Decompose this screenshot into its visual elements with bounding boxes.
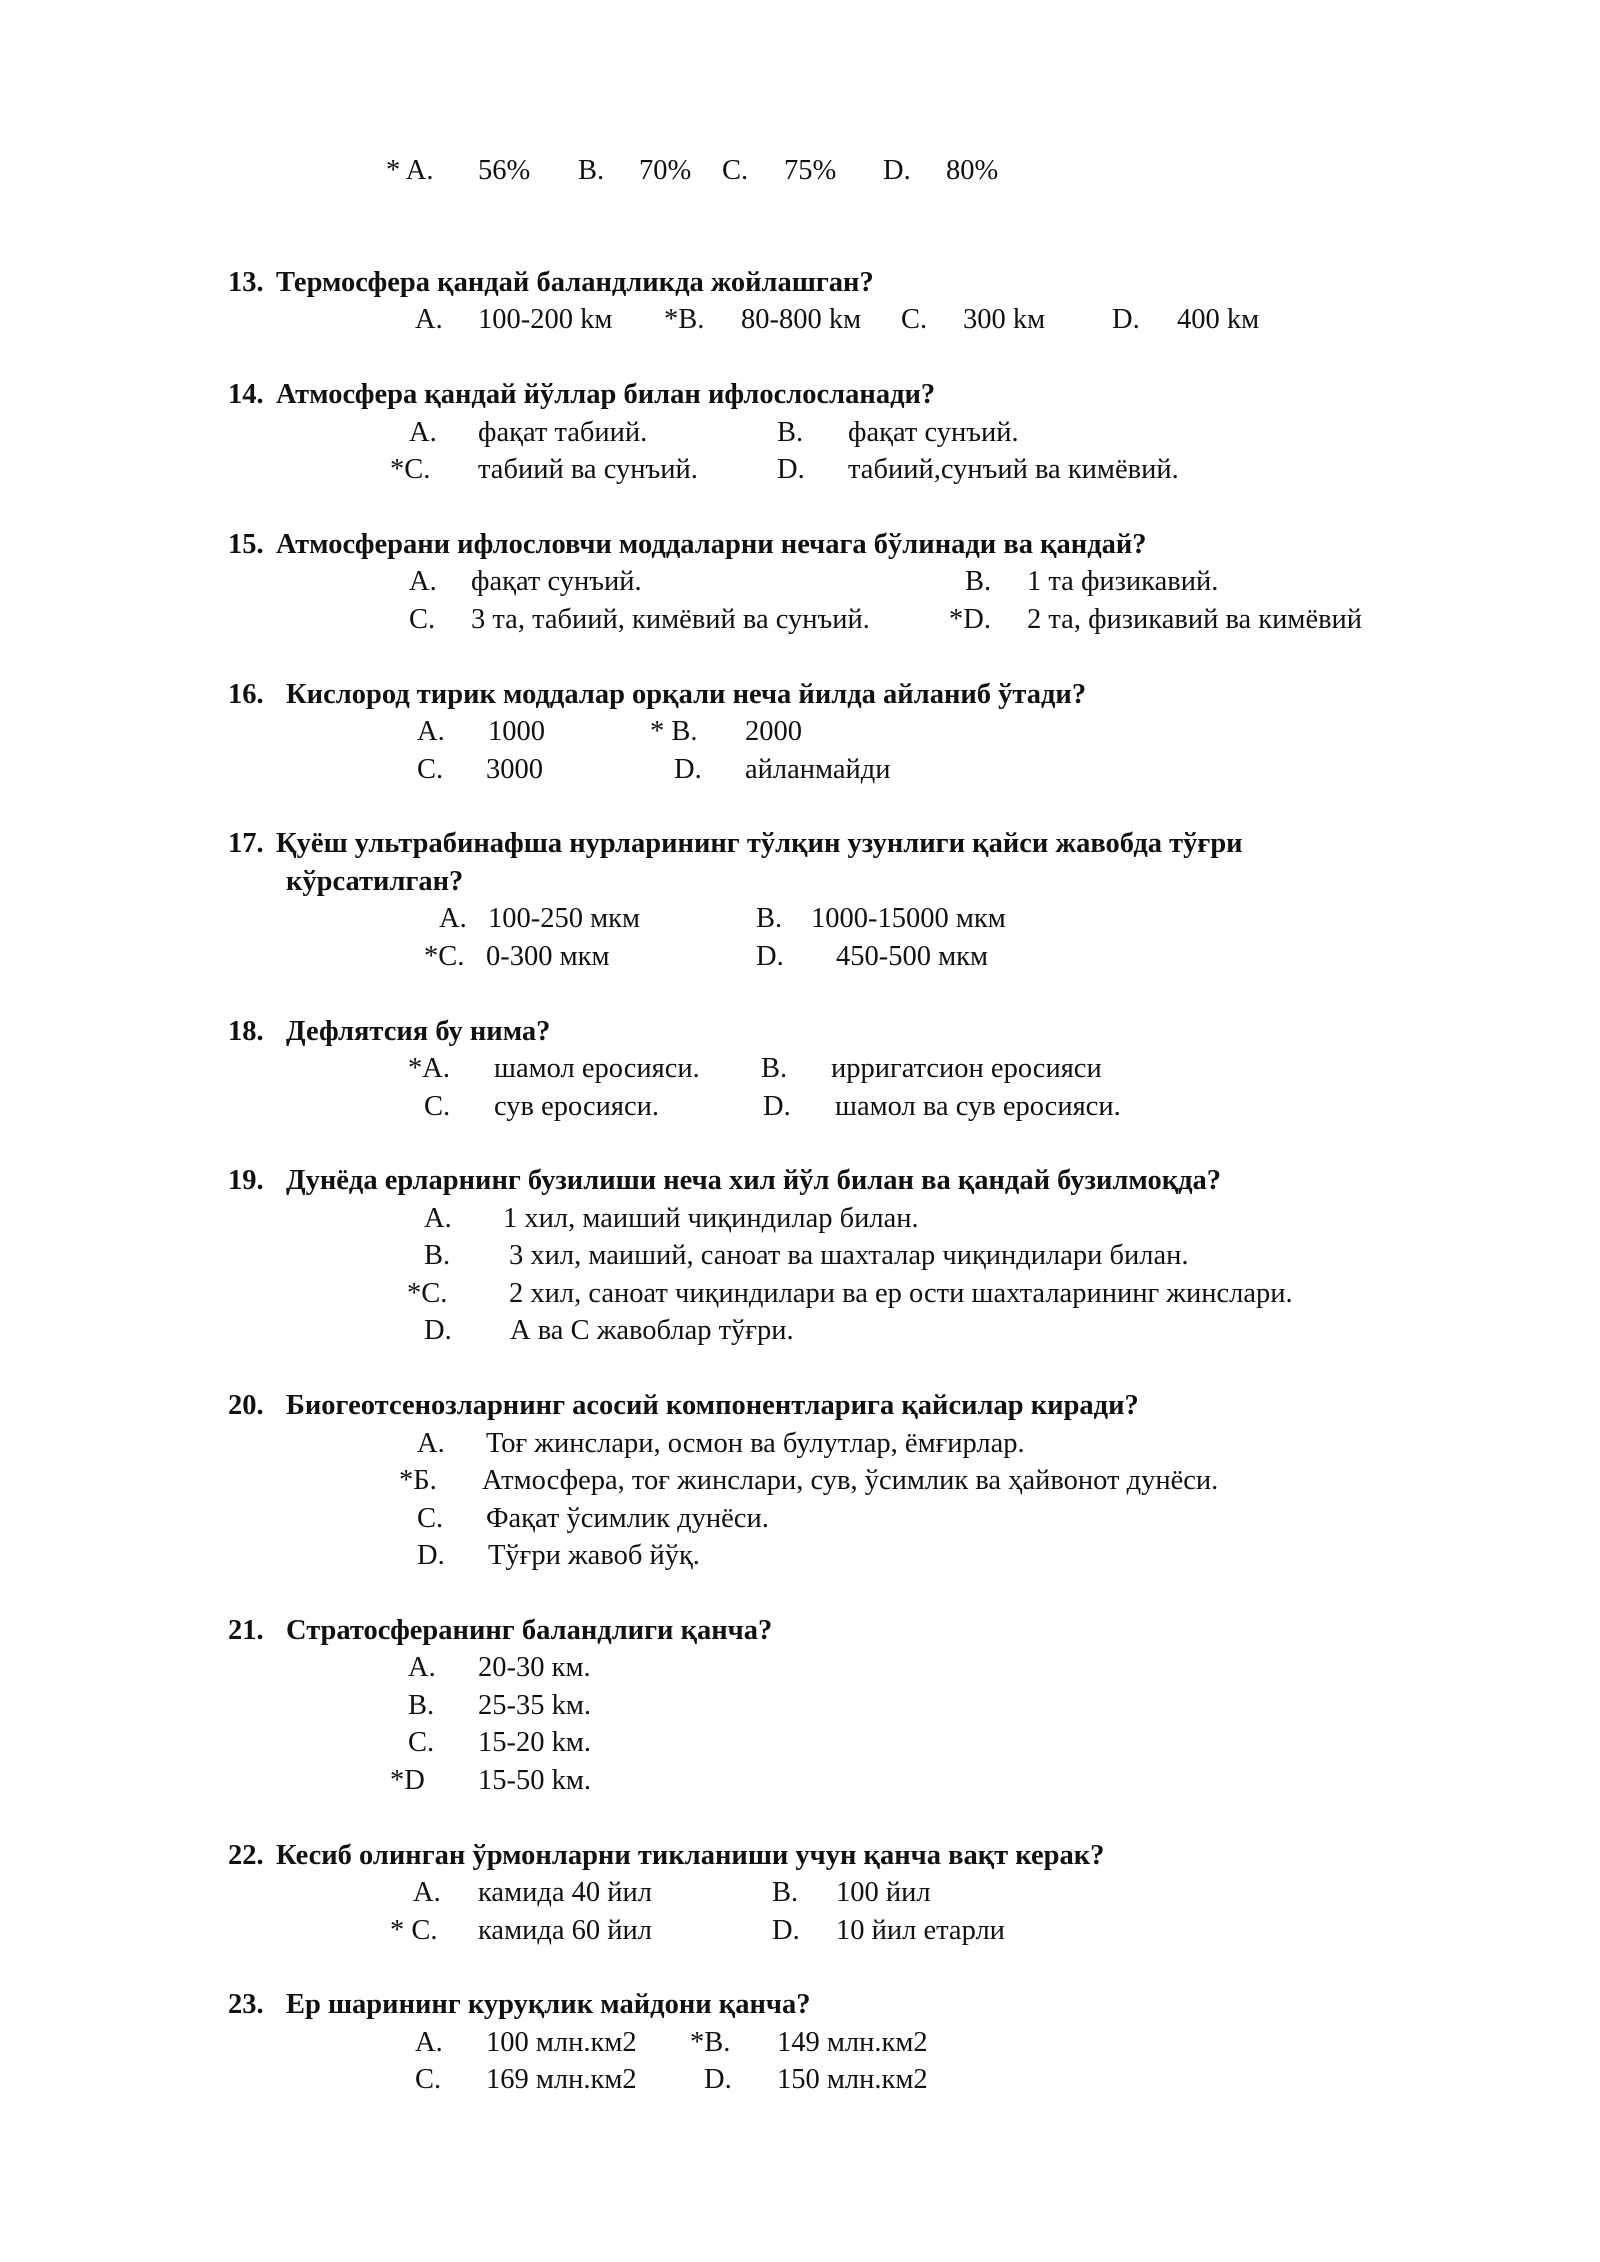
q16-answer-b-text: 2000 xyxy=(745,716,802,747)
q21-answer-b-marker: B. xyxy=(408,1690,435,1721)
question-18 xyxy=(0,1013,1600,1051)
question-19 xyxy=(0,1162,1600,1200)
question-16 xyxy=(0,676,1600,714)
q15-answers-row-2 xyxy=(0,601,1600,639)
q16-answers-row-2 xyxy=(0,751,1600,789)
question-19-number: 19. xyxy=(228,1165,264,1196)
q15-answers-row-1 xyxy=(0,563,1600,601)
q22-answer-a-text: камида 40 йил xyxy=(478,1877,652,1908)
q15-answer-b-text: 1 та физикавий. xyxy=(1027,566,1219,597)
q20-answer-b-text: Атмосфера, тоғ жинслари, сув, ўсимлик ва ҳайвонот дунёси. xyxy=(482,1465,1219,1496)
q12-answer-a-text: 56% xyxy=(478,155,531,186)
question-20 xyxy=(0,1387,1600,1425)
q21-answer-d-marker: *D xyxy=(390,1765,425,1796)
question-17 xyxy=(0,825,1600,863)
q13-answer-c-text: 300 kм xyxy=(963,304,1046,335)
q14-answer-b-text: фақат сунъий. xyxy=(848,417,1019,448)
q13-answer-a-marker: A. xyxy=(415,304,443,335)
q21-answer-d xyxy=(0,1762,1600,1800)
q15-answer-c-text: 3 та, табиий, кимёвий ва сунъий. xyxy=(471,604,870,635)
q19-answer-c-marker: *C. xyxy=(407,1278,448,1309)
q16-answer-d-marker: D. xyxy=(674,754,702,785)
question-20-number: 20. xyxy=(228,1390,264,1421)
question-15-number: 15. xyxy=(228,529,264,560)
q20-answer-c-text: Фақат ўсимлик дунёси. xyxy=(486,1503,769,1534)
q19-answer-a-text: 1 хил, маиший чиқиндилар билан. xyxy=(503,1203,919,1234)
q15-answer-b-marker: B. xyxy=(965,566,992,597)
question-17-text-continued: кўрсатилган? xyxy=(286,866,464,897)
q22-answer-b-marker: B. xyxy=(772,1877,799,1908)
q20-answer-a-text: Тоғ жинслари, осмон ва булутлар, ёмғирлар. xyxy=(486,1428,1025,1459)
q19-answer-d xyxy=(0,1312,1600,1350)
q18-answer-d-text: шамол ва сув еросияси. xyxy=(835,1091,1121,1122)
q19-answer-d-text: А ва С жавоблар тўғри. xyxy=(510,1315,794,1346)
q19-answer-b-marker: B. xyxy=(424,1240,451,1271)
question-19-text: Дунёда ерларнинг бузилиши неча хил йўл билан ва қандай бузилмоқда? xyxy=(286,1165,1222,1196)
q15-answer-d-text: 2 та, физикавий ва кимёвий xyxy=(1027,604,1363,635)
q19-answer-a-marker: A. xyxy=(424,1203,452,1234)
q14-answer-b-marker: B. xyxy=(777,417,804,448)
q18-answers-row-1 xyxy=(0,1050,1600,1088)
q19-answer-b-text: 3 хил, маиший, саноат ва шахталар чиқиндилари билан. xyxy=(509,1240,1189,1271)
q22-answer-c-marker: * C. xyxy=(390,1915,438,1946)
q20-answer-b-marker: *Б. xyxy=(399,1465,437,1496)
q14-answer-c-text: табиий ва сунъий. xyxy=(478,454,698,485)
q22-answer-b-text: 100 йил xyxy=(836,1877,931,1908)
q15-answer-c-marker: C. xyxy=(409,604,436,635)
question-15-text: Атмосферани ифлословчи моддаларни нечага бўлинади ва қандай? xyxy=(276,529,1147,560)
q22-answer-a-marker: A. xyxy=(413,1877,441,1908)
q23-answer-a-marker: A. xyxy=(415,2027,443,2058)
question-22-text: Кесиб олинган ўрмонларни тикланиши учун қанча вақт керак? xyxy=(276,1840,1105,1871)
q19-answer-d-marker: D. xyxy=(424,1315,452,1346)
q18-answer-b-marker: B. xyxy=(761,1053,788,1084)
q20-answer-d xyxy=(0,1537,1600,1575)
question-14-number: 14. xyxy=(228,379,264,410)
q16-answer-a-marker: A. xyxy=(417,716,445,747)
q18-answer-d-marker: D. xyxy=(763,1091,791,1122)
question-13 xyxy=(0,264,1600,302)
q17-answer-c-marker: *C. xyxy=(424,941,465,972)
q13-answer-d-marker: D. xyxy=(1112,304,1140,335)
q14-answer-a-marker: A. xyxy=(409,417,437,448)
q13-answer-a-text: 100-200 kм xyxy=(478,304,613,335)
q17-answers-row-2 xyxy=(0,938,1600,976)
q20-answer-a-marker: A. xyxy=(417,1428,445,1459)
q16-answer-d-text: айланмайди xyxy=(745,754,891,785)
question-20-text: Биогеотсенозларнинг асосий компонентларига қайсилар киради? xyxy=(286,1390,1139,1421)
q22-answer-d-text: 10 йил етарли xyxy=(836,1915,1005,1946)
q23-answer-c-text: 169 млн.км2 xyxy=(486,2064,637,2095)
q14-answers-row-2 xyxy=(0,451,1600,489)
question-16-text: Кислород тирик моддалар орқали неча йилда айланиб ўтади? xyxy=(286,679,1087,710)
q16-answer-a-text: 1000 xyxy=(488,716,545,747)
question-15 xyxy=(0,526,1600,564)
q21-answer-c xyxy=(0,1724,1600,1762)
q16-answer-c-marker: C. xyxy=(417,754,444,785)
q20-answer-a xyxy=(0,1425,1600,1463)
q17-answer-b-text: 1000-15000 мкм xyxy=(811,903,1006,934)
q12-answers xyxy=(0,152,1600,190)
q23-answer-d-text: 150 млн.км2 xyxy=(777,2064,928,2095)
q15-answer-a-text: фақат сунъий. xyxy=(471,566,642,597)
q21-answer-b-text: 25-35 kм. xyxy=(478,1690,592,1721)
question-16-number: 16. xyxy=(228,679,264,710)
q13-answer-d-text: 400 kм xyxy=(1177,304,1260,335)
q12-answer-c-marker: C. xyxy=(722,155,749,186)
q14-answer-d-marker: D. xyxy=(777,454,805,485)
q14-answer-d-text: табиий,сунъий ва кимёвий. xyxy=(848,454,1179,485)
q23-answer-b-text: 149 млн.км2 xyxy=(777,2027,928,2058)
question-18-text: Дефлятсия бу нима? xyxy=(286,1016,551,1047)
q21-answer-a xyxy=(0,1649,1600,1687)
q23-answer-b-marker: *B. xyxy=(690,2027,731,2058)
q23-answers-row-1 xyxy=(0,2024,1600,2062)
question-23-text: Ер шарининг куруқлик майдони қанча? xyxy=(286,1989,811,2020)
q18-answer-a-text: шамол еросияси. xyxy=(494,1053,700,1084)
q21-answer-c-marker: C. xyxy=(408,1727,435,1758)
q18-answers-row-2 xyxy=(0,1088,1600,1126)
q23-answers-row-2 xyxy=(0,2061,1600,2099)
q21-answer-c-text: 15-20 kм. xyxy=(478,1727,592,1758)
q16-answer-c-text: 3000 xyxy=(486,754,543,785)
q13-answers xyxy=(0,301,1600,339)
q14-answer-a-text: фақат табиий. xyxy=(478,417,648,448)
question-22 xyxy=(0,1837,1600,1875)
question-23-number: 23. xyxy=(228,1989,264,2020)
q12-answer-d-text: 80% xyxy=(946,155,999,186)
q18-answer-c-marker: C. xyxy=(424,1091,451,1122)
q19-answer-c-text: 2 хил, саноат чиқиндилари ва ер ости шахталарининг жинслари. xyxy=(509,1278,1293,1309)
q19-answer-c xyxy=(0,1275,1600,1313)
q17-answers-row-1 xyxy=(0,900,1600,938)
q22-answers-row-1 xyxy=(0,1874,1600,1912)
q20-answer-c-marker: C. xyxy=(417,1503,444,1534)
q21-answer-a-text: 20-30 км. xyxy=(478,1652,591,1683)
q16-answer-b-marker: * B. xyxy=(650,716,698,747)
q20-answer-c xyxy=(0,1500,1600,1538)
q17-answer-b-marker: B. xyxy=(756,903,783,934)
q17-answer-c-text: 0-300 мкм xyxy=(486,941,610,972)
q14-answer-c-marker: *C. xyxy=(390,454,431,485)
question-21-number: 21. xyxy=(228,1615,264,1646)
question-14 xyxy=(0,376,1600,414)
q18-answer-c-text: сув еросияси. xyxy=(494,1091,660,1122)
question-23 xyxy=(0,1986,1600,2024)
q23-answer-c-marker: C. xyxy=(415,2064,442,2095)
question-17-text: Қуёш ультрабинафша нурларининг тўлқин узунлиги қайси жавобда тўғри xyxy=(276,828,1243,859)
q17-answer-a-text: 100-250 мкм xyxy=(488,903,641,934)
question-13-number: 13. xyxy=(228,267,264,298)
q13-answer-b-text: 80-800 kм xyxy=(741,304,862,335)
question-13-text: Термосфера қандай баландликда жойлашган? xyxy=(276,267,874,298)
q20-answer-d-text: Тўғри жавоб йўқ. xyxy=(488,1540,700,1571)
q12-answer-d-marker: D. xyxy=(883,155,911,186)
question-21-text: Стратосферанинг баландлиги қанча? xyxy=(286,1615,773,1646)
q17-answer-d-text: 450-500 мкм xyxy=(836,941,989,972)
q21-answer-a-marker: A. xyxy=(408,1652,436,1683)
q20-answer-d-marker: D. xyxy=(417,1540,445,1571)
q18-answer-b-text: ирригатсион еросияси xyxy=(831,1053,1102,1084)
q22-answer-c-text: камида 60 йил xyxy=(478,1915,652,1946)
q13-answer-c-marker: C. xyxy=(901,304,928,335)
q16-answers-row-1 xyxy=(0,713,1600,751)
question-21 xyxy=(0,1612,1600,1650)
q13-answer-b-marker: *B. xyxy=(664,304,705,335)
q19-answer-b xyxy=(0,1237,1600,1275)
q21-answer-b xyxy=(0,1687,1600,1725)
question-18-number: 18. xyxy=(228,1016,264,1047)
q19-answer-a xyxy=(0,1200,1600,1238)
q12-answer-b-text: 70% xyxy=(639,155,692,186)
q23-answer-d-marker: D. xyxy=(704,2064,732,2095)
q14-answers-row-1 xyxy=(0,414,1600,452)
q23-answer-a-text: 100 млн.км2 xyxy=(486,2027,637,2058)
q12-answer-b-marker: B. xyxy=(578,155,605,186)
q20-answer-b xyxy=(0,1462,1600,1500)
question-17-continued xyxy=(0,863,1600,901)
q12-answer-c-text: 75% xyxy=(784,155,837,186)
q12-answer-a-marker: * A. xyxy=(386,155,434,186)
question-14-text: Атмосфера қандай йўллар билан ифлослосланади? xyxy=(276,379,936,410)
question-17-number: 17. xyxy=(228,828,264,859)
q17-answer-d-marker: D. xyxy=(756,941,784,972)
q15-answer-a-marker: A. xyxy=(409,566,437,597)
q18-answer-a-marker: *A. xyxy=(408,1053,450,1084)
q22-answers-row-2 xyxy=(0,1912,1600,1950)
q17-answer-a-marker: A. xyxy=(439,903,467,934)
question-22-number: 22. xyxy=(228,1840,264,1871)
q15-answer-d-marker: *D. xyxy=(949,604,991,635)
q22-answer-d-marker: D. xyxy=(772,1915,800,1946)
q21-answer-d-text: 15-50 kм. xyxy=(478,1765,592,1796)
